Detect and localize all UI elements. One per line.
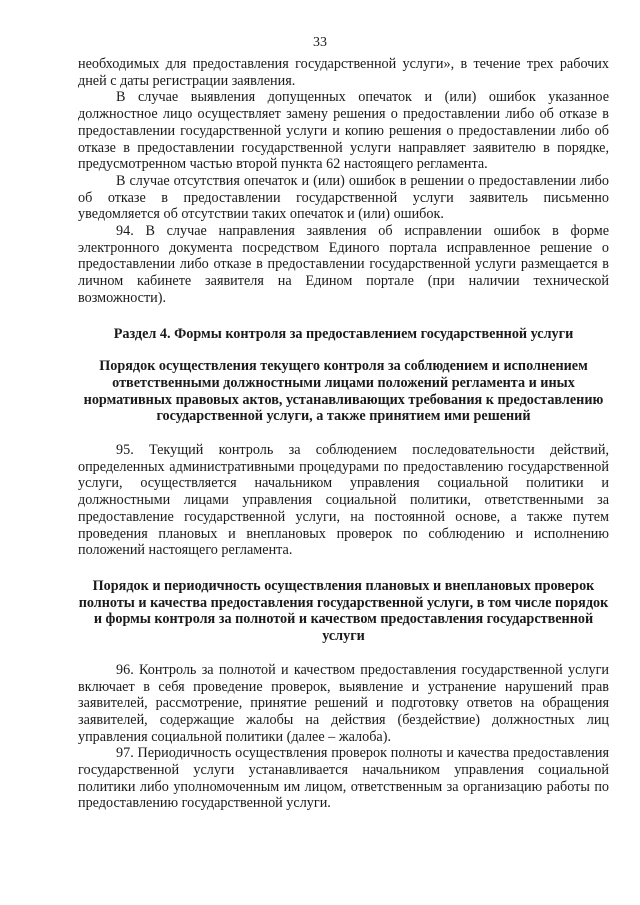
paragraph-no-errors: В случае отсутствия опечаток и (или) ошибок в решении о предоставлении либо об отказе в предоставлении государственной услуги заявитель письменно уведомляется об отсутствии таких опечаток и (или) ошибок.	[78, 172, 609, 223]
paragraph-96: 96. Контроль за полнотой и качеством предоставления государственной услуги включает в себя проведение проверок, выявление и устранение нарушений прав заявителей, рассмотрение, принятие решений и подготовку ответов на обращения заявителей, содержащие жалобы на действия (бездействие) должностных лиц управления социальной политики (далее – жалоба).	[78, 661, 609, 745]
paragraph-97: 97. Периодичность осуществления проверок полноты и качества предоставления государственной услуги устанавливается начальником управления социальной политики либо уполномоченным им лицом, ответственным за организацию работы по предоставлению государственной услуги.	[78, 745, 609, 812]
inspections-heading: Порядок и периодичность осуществления плановых и внеплановых проверок полноты и качества предоставления государственной услуги, в том числе порядок и формы контроля за полнотой и качеством предоставления государственной услуги	[78, 577, 609, 645]
page-number: 33	[313, 35, 327, 50]
paragraph-continuation: необходимых для предоставления государственной услуги», в течение трех рабочих дней с даты регистрации заявления.	[78, 56, 609, 89]
paragraph-94: 94. В случае направления заявления об исправлении ошибок в форме электронного документа посредством Единого портала исправленное решение о предоставлении либо отказе в предоставлении государственной услуги размещается в личном кабинете заявителя на Едином портале (при наличии технической возможности).	[78, 223, 609, 306]
paragraph-errors-found: В случае выявления допущенных опечаток и (или) ошибок указанное должностное лицо осуществляет замену решения о предоставлении либо об отказе в предоставлении государственной услуги и копию решения о предоставлении либо об отказе в предоставлении государственной услуги направляет заявителю в порядке, предусмотренном частью второй пункта 62 настоящего регламента.	[78, 89, 609, 173]
paragraph-95: 95. Текущий контроль за соблюдением последовательности действий, определенных административными процедурами по предоставлению государственной услуги, осуществляется начальником управления социальной политики и должностными лицами управления социальной политики, ответственными за предоставление государственной услуги, на постоянной основе, а также путем проведения плановых и внеплановых проверок по соблюдению и исполнению положений настоящего регламента.	[78, 442, 609, 559]
current-control-heading: Порядок осуществления текущего контроля за соблюдением и исполнением ответственными должностными лицами положений регламента и иных нормативных правовых актов, устанавливающих требования к предоставлению государственной услуги, а также принятием ими решений	[83, 358, 604, 425]
section-4-heading: Раздел 4. Формы контроля за предоставлением государственной услуги	[113, 325, 574, 342]
document-body	[78, 56, 609, 812]
